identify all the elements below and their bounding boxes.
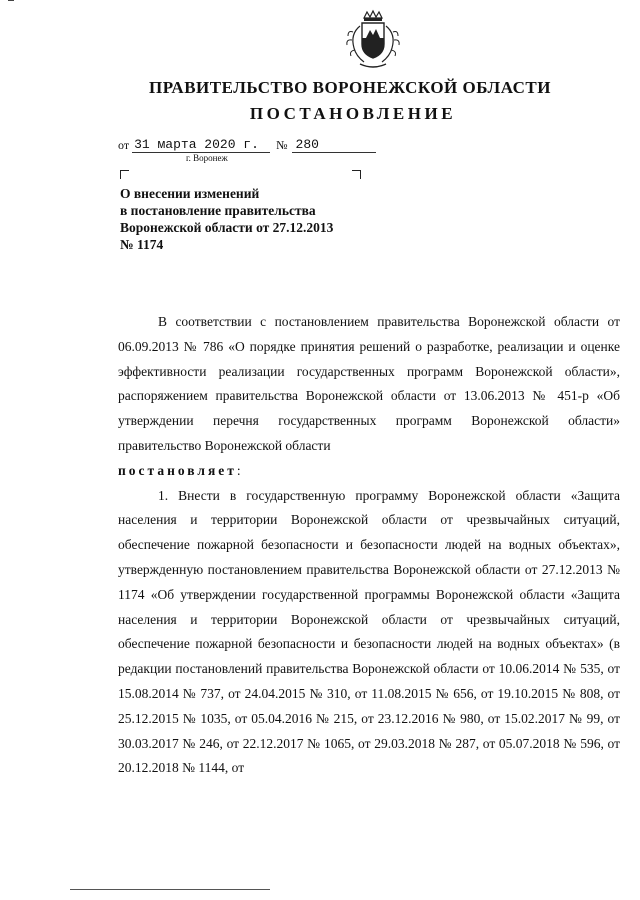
government-title: ПРАВИТЕЛЬСТВО ВОРОНЕЖСКОЙ ОБЛАСТИ	[148, 78, 551, 97]
subject-line: № 1174	[120, 237, 164, 252]
decree-body	[118, 310, 620, 781]
item-1-paragraph: 1. Внести в государственную программу Воронежской области «Защита населения и территории Воронежской области от чрезвычайных ситуаций, обеспечение пожарной безопасности и безопасности людей на водных объектах», утвержденную постановлением правительства Воронежской области от 27.12.2013 № 1174 «Об утверждении государственной программы Воронежской области «Защита населения и территории Воронежской области от чрезвычайных ситуаций, обеспечение пожарной безопасности и безопасности людей на водных объектах» (в редакции постановлений правительства Воронежской области от 10.06.2014 № 535, от 15.08.2014 № 737, от 24.04.2015 № 310, от 11.08.2015 № 656, от 19.10.2015 № 808, от 25.12.2015 № 1035, от 05.04.2016 № 215, от 23.12.2016 № 980, от 15.02.2017 № 99, от 30.03.2017 № 246, от 22.12.2017 № 1065, от 29.03.2018 № 287, от 05.07.2018 № 596, от 20.12.2018 № 1144, от	[118, 487, 620, 776]
resolves-word: постановляет	[118, 462, 237, 478]
resolves-colon: :	[236, 462, 241, 478]
subject-line: Воронежской области от 27.12.2013	[120, 220, 334, 235]
scan-mark	[8, 0, 14, 1]
subject-corner-right	[352, 170, 361, 179]
decree-date-number	[118, 137, 376, 153]
subject-corner-left	[120, 170, 129, 179]
date-prefix: от	[118, 138, 130, 152]
city: г. Воронеж	[186, 153, 228, 163]
coat-of-arms-icon	[340, 8, 406, 74]
resolves-line	[118, 459, 620, 484]
decree-date: 31 марта 2020 г.	[132, 137, 270, 153]
decree-number: 280	[292, 137, 376, 153]
footer-rule	[70, 889, 270, 890]
number-label: №	[276, 138, 288, 152]
decree-subject	[120, 185, 333, 253]
subject-line: в постановление правительства	[120, 203, 316, 218]
document-type-title: ПОСТАНОВЛЕНИЕ	[249, 104, 457, 123]
subject-line: О внесении изменений	[120, 186, 260, 201]
preamble-paragraph: В соответствии с постановлением правительства Воронежской области от 06.09.2013 № 786 «О порядке принятия решений о разработке, реализации и оценке эффективности реализации государственных программ Воронежской области», распоряжением правительства Воронежской области от 13.06.2013 № 451-р «Об утверждении перечня государственных программ Воронежской области» правительство Воронежской области	[118, 314, 620, 453]
